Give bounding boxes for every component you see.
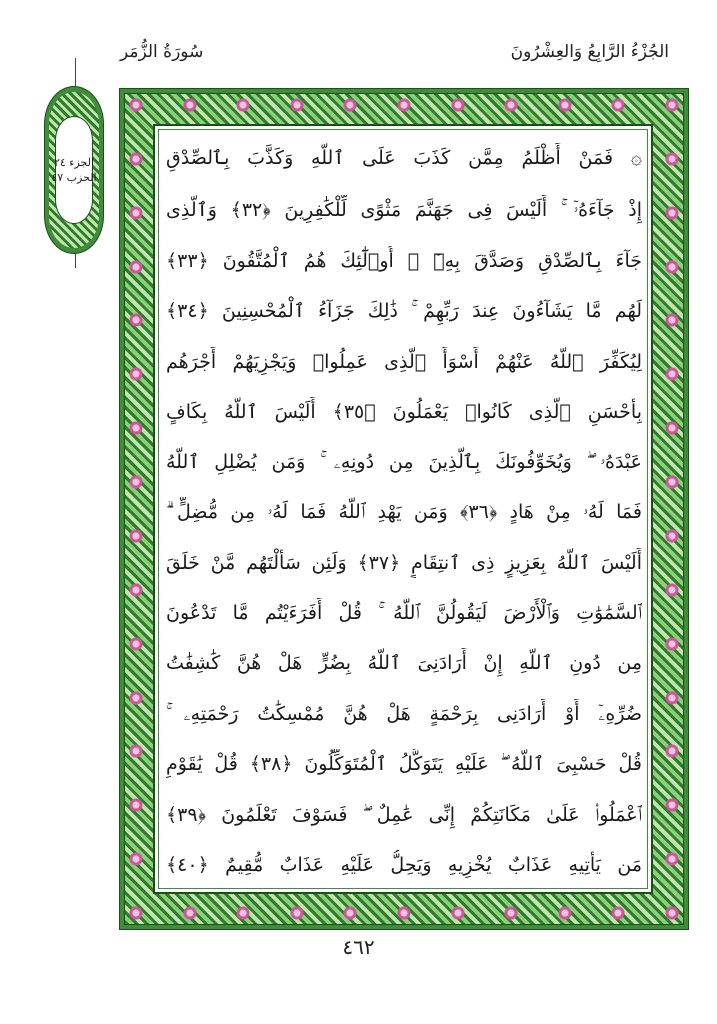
rosette-ornament — [665, 475, 679, 489]
rosette-ornament — [451, 906, 465, 920]
verse-line: ضُرِّهِۦٓ أَوْ أَرَادَنِى بِرَحْمَةٍ هَلْ هُنَّ مُمْسِكَٰتُ رَحْمَتِهِۦ ۚ — [166, 703, 642, 725]
rosette-ornament — [665, 906, 679, 920]
rosette-ornament — [129, 691, 143, 705]
verse-line: قُلْ حَسْبِىَ ٱللَّهُ ۖ عَلَيْهِ يَتَوَكَّلُ ٱلْمُتَوَكِّلُونَ ﴿٣٨﴾ قُلْ يَٰقَوْمِ — [166, 753, 642, 775]
rosette-ornament — [129, 583, 143, 597]
verse-line: فَمَا لَهُۥ مِنْ هَادٍ ﴿٣٦﴾ وَمَن يَهْدِ ٱللَّهُ فَمَا لَهُۥ مِن مُّضِلٍّ ۗ — [166, 501, 642, 523]
rosette-ornament — [397, 98, 411, 112]
verse-line: مِن دُونِ ٱللَّهِ إِنْ أَرَادَنِىَ ٱللَّهُ بِضُرٍّ هَلْ هُنَّ كَٰشِفَٰتُ — [166, 652, 642, 674]
juz-header: الجُزْءُ الرَّابِعُ وَالعِشْرُونَ — [510, 42, 669, 62]
rosette-ornament — [129, 475, 143, 489]
rosette-ornament — [451, 98, 465, 112]
verse-line: ۞ فَمَنْ أَظْلَمُ مِمَّن كَذَبَ عَلَى ٱللَّهِ وَكَذَّبَ بِٱلصِّدْقِ — [166, 147, 642, 169]
verse-line: جَآءَ بِٱلصِّدْقِ وَصَدَّقَ بِهِۦٓ ۙ أُو۟لَٰٓئِكَ هُمُ ٱلْمُتَّقُونَ ﴿٣٣﴾ — [166, 250, 642, 272]
verse-line: أَلَيْسَ ٱللَّهُ بِعَزِيزٍ ذِى ٱنتِقَامٍ ﴿٣٧﴾ وَلَئِن سَأَلْتَهُم مَّنْ خَلَقَ — [166, 552, 642, 574]
verse-line: بِأَحْسَنِ ٱلَّذِى كَانُوا۟ يَعْمَلُونَ ﴿٣٥﴾ أَلَيْسَ ٱللَّهُ بِكَافٍ — [166, 401, 642, 423]
rosette-ornament — [665, 152, 679, 166]
rosette-ornament — [183, 98, 197, 112]
rosette-ornament — [290, 906, 304, 920]
rosette-ornament — [665, 637, 679, 651]
verse-line: ٱعْمَلُوا۟ عَلَىٰ مَكَانَتِكُمْ إِنِّى عَٰمِلٌ ۖ فَسَوْفَ تَعْلَمُونَ ﴿٣٩﴾ — [166, 804, 642, 826]
medallion-label-box — [51, 116, 97, 224]
verse-line: ٱلسَّمَٰوَٰتِ وَٱلْأَرْضَ لَيَقُولُنَّ ٱللَّهُ ۚ قُلْ أَفَرَءَيْتُم مَّا تَدْعُونَ — [166, 602, 642, 624]
rosette-ornament — [183, 906, 197, 920]
rosette-ornament — [665, 691, 679, 705]
rosette-ornament — [129, 906, 143, 920]
rosette-ornament — [665, 98, 679, 112]
rosette-ornament — [290, 98, 304, 112]
rosette-ornament — [129, 637, 143, 651]
rosette-ornament — [129, 260, 143, 274]
rosette-ornament — [558, 98, 572, 112]
verse-line: لِيُكَفِّرَ ٱللَّهُ عَنْهُمْ أَسْوَأَ ٱلَّذِى عَمِلُوا۟ وَيَجْزِيَهُمْ أَجْرَهُم — [166, 351, 642, 373]
rosette-ornament — [129, 98, 143, 112]
rosette-ornament — [129, 529, 143, 543]
rosette-ornament — [397, 906, 411, 920]
verse-line: إِذْ جَآءَهُۥٓ ۚ أَلَيْسَ فِى جَهَنَّمَ مَثْوًى لِّلْكَٰفِرِينَ ﴿٣٢﴾ وَٱلَّذِى — [166, 199, 642, 221]
medallion-hizb-label: الحزب ٤٧ — [51, 171, 97, 184]
rosette-ornament — [129, 206, 143, 220]
verse-line: لَهُم مَّا يَشَآءُونَ عِندَ رَبِّهِمْ ۚ ذَٰلِكَ جَزَآءُ ٱلْمُحْسِنِينَ ﴿٣٤﴾ — [166, 300, 642, 322]
rosette-ornament — [665, 206, 679, 220]
page-number: ٤٦٢ — [342, 935, 375, 959]
medallion-juz-label: الجزء ٢٤ — [53, 155, 95, 169]
rosette-ornament — [129, 152, 143, 166]
rosette-ornament — [558, 906, 572, 920]
surah-header: سُورَةُ الزُّمَر — [120, 42, 204, 62]
verse-line: مَن يَأْتِيهِ عَذَابٌ يُخْزِيهِ وَيَحِلُّ عَلَيْهِ عَذَابٌ مُّقِيمٌ ﴿٤٠﴾ — [166, 854, 642, 876]
rosette-ornament — [665, 529, 679, 543]
rosette-ornament — [665, 260, 679, 274]
juz-hizb-medallion — [44, 86, 104, 254]
rosette-ornament — [665, 583, 679, 597]
verse-line: عَبْدَهُۥ ۖ وَيُخَوِّفُونَكَ بِٱلَّذِينَ مِن دُونِهِۦ ۚ وَمَن يُضْلِلِ ٱللَّهُ — [166, 451, 642, 473]
